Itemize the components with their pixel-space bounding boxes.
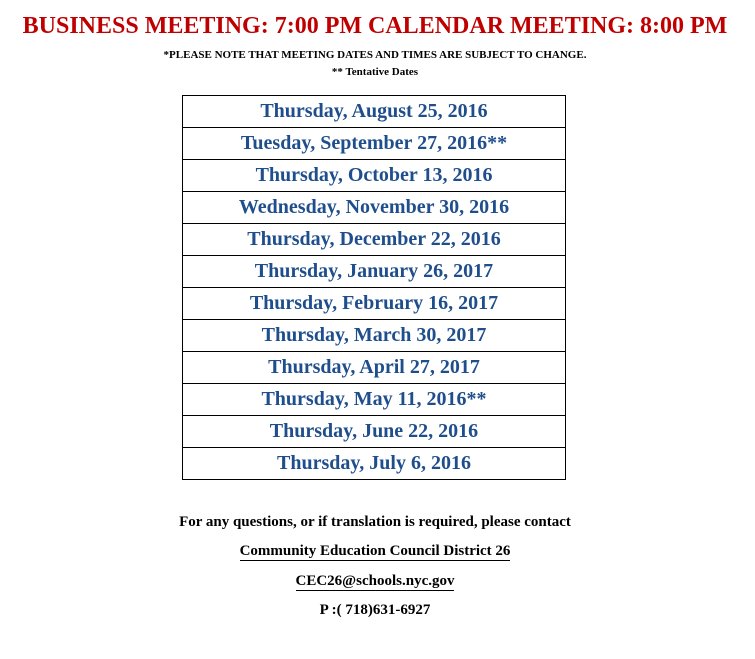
email-link-text[interactable]: CEC26@schools.nyc.gov	[295, 573, 455, 589]
meeting-date-cell: Tuesday, September 27, 2016**	[183, 128, 566, 160]
organization-name	[0, 542, 750, 560]
meeting-date-cell: Thursday, June 22, 2016	[183, 416, 566, 448]
schedule-change-note: *PLEASE NOTE THAT MEETING DATES AND TIMES ARE SUBJECT TO CHANGE.	[163, 49, 587, 61]
table-row	[183, 416, 566, 448]
meeting-date-cell: Thursday, February 16, 2017	[183, 288, 566, 320]
table-row	[183, 448, 566, 480]
contact-intro: For any questions, or if translation is required, please contact	[179, 514, 571, 530]
table-row	[183, 256, 566, 288]
meeting-date-cell: Thursday, December 22, 2016	[183, 224, 566, 256]
meeting-date-cell: Thursday, April 27, 2017	[183, 352, 566, 384]
table-row	[183, 192, 566, 224]
meeting-dates-table	[182, 95, 566, 480]
email-link[interactable]	[0, 572, 750, 590]
phone-number: P :( 718)631-6927	[319, 602, 431, 618]
meeting-date-cell: Wednesday, November 30, 2016	[183, 192, 566, 224]
meeting-date-cell: Thursday, January 26, 2017	[183, 256, 566, 288]
table-row	[183, 352, 566, 384]
meeting-date-cell: Thursday, May 11, 2016**	[183, 384, 566, 416]
meeting-times-headline: BUSINESS MEETING: 7:00 PM CALENDAR MEETING: 8:00 PM	[22, 13, 728, 39]
table-row	[183, 160, 566, 192]
table-row	[183, 128, 566, 160]
table-row	[183, 288, 566, 320]
organization-name-text: Community Education Council District 26	[239, 543, 511, 559]
table-row	[183, 224, 566, 256]
meeting-date-cell: Thursday, July 6, 2016	[183, 448, 566, 480]
table-row	[183, 96, 566, 128]
table-row	[183, 384, 566, 416]
table-row	[183, 320, 566, 352]
meeting-date-cell: Thursday, March 30, 2017	[183, 320, 566, 352]
tentative-dates-note: ** Tentative Dates	[331, 66, 419, 78]
meeting-date-cell: Thursday, October 13, 2016	[183, 160, 566, 192]
meeting-date-cell: Thursday, August 25, 2016	[183, 96, 566, 128]
